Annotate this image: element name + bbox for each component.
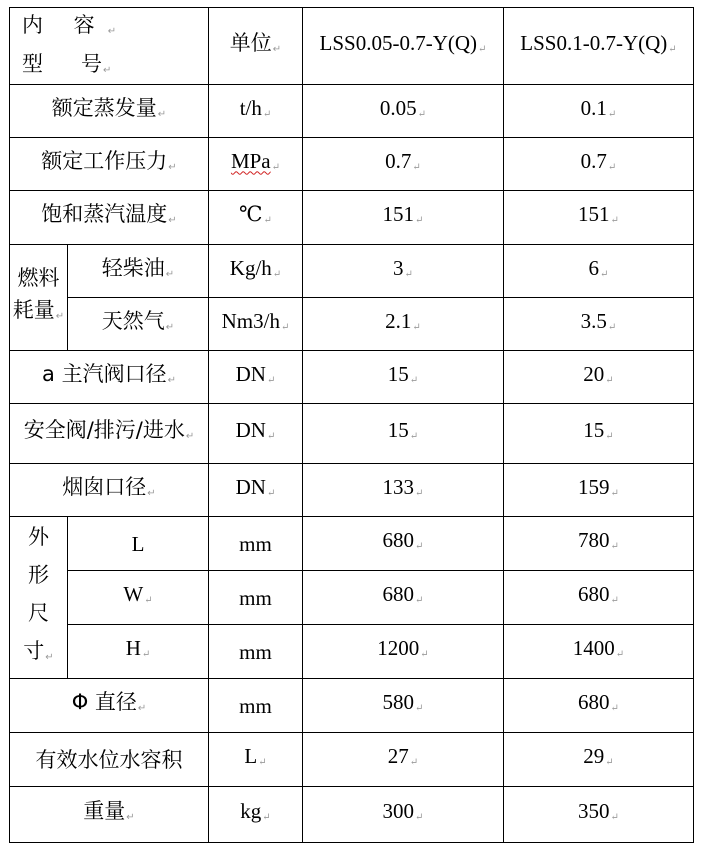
row-value-model1: 0.7↵ bbox=[303, 138, 504, 191]
row-value-model2: 151↵ bbox=[504, 191, 694, 245]
row-label: 安全阀/排污/进水↵ bbox=[10, 404, 209, 464]
row-value-model2: 0.7↵ bbox=[504, 138, 694, 191]
row-label: 天然气↵ bbox=[68, 298, 209, 351]
row-value-model2: 350↵ bbox=[504, 787, 694, 843]
row-label: 轻柴油↵ bbox=[68, 245, 209, 298]
row-label: Φ 直径↵ bbox=[10, 679, 209, 733]
header-unit-cell: 单位↵ bbox=[209, 8, 303, 85]
dims-group-label: 外 形 尺 寸↵ bbox=[10, 517, 68, 679]
row-unit: mm bbox=[209, 625, 303, 679]
table-row bbox=[10, 351, 694, 404]
table-row bbox=[10, 138, 694, 191]
row-unit: mm bbox=[209, 517, 303, 571]
header-unit-label: 单位 bbox=[229, 30, 272, 55]
header-model-label-b: 号 bbox=[81, 52, 102, 76]
table-row bbox=[10, 679, 694, 733]
row-value-model1: 0.05↵ bbox=[303, 85, 504, 138]
table-row bbox=[10, 245, 694, 298]
row-value-model2: 680↵ bbox=[504, 679, 694, 733]
row-unit: DN↵ bbox=[209, 404, 303, 464]
row-value-model2: 6↵ bbox=[504, 245, 694, 298]
row-value-model1: 680↵ bbox=[303, 571, 504, 625]
header-model2: LSS0.1-0.7-Y(Q) bbox=[520, 30, 668, 55]
row-value-model2: 159↵ bbox=[504, 464, 694, 517]
table-row bbox=[10, 191, 694, 245]
row-label: 重量↵ bbox=[10, 787, 209, 843]
row-value-model2: 1400↵ bbox=[504, 625, 694, 679]
row-value-model2: 3.5↵ bbox=[504, 298, 694, 351]
row-unit: L↵ bbox=[209, 733, 303, 787]
row-label: 烟囱口径↵ bbox=[10, 464, 209, 517]
row-value-model1: 3↵ bbox=[303, 245, 504, 298]
table-row bbox=[10, 464, 694, 517]
table-row bbox=[10, 733, 694, 787]
row-label: H↵ bbox=[68, 625, 209, 679]
row-value-model2: 20↵ bbox=[504, 351, 694, 404]
row-unit: mm bbox=[209, 679, 303, 733]
row-label: 饱和蒸汽温度↵ bbox=[10, 191, 209, 245]
row-value-model2: 29↵ bbox=[504, 733, 694, 787]
table-row bbox=[10, 298, 694, 351]
row-value-model2: 0.1↵ bbox=[504, 85, 694, 138]
row-label: 额定蒸发量↵ bbox=[10, 85, 209, 138]
row-value-model1: 580↵ bbox=[303, 679, 504, 733]
header-content-label: 内 容 bbox=[22, 13, 107, 37]
row-value-model2: 780↵ bbox=[504, 517, 694, 571]
row-value-model1: 15↵ bbox=[303, 351, 504, 404]
table-row bbox=[10, 787, 694, 843]
row-value-model1: 2.1↵ bbox=[303, 298, 504, 351]
row-value-model1: 680↵ bbox=[303, 517, 504, 571]
row-value-model2: 15↵ bbox=[504, 404, 694, 464]
table-row bbox=[10, 404, 694, 464]
row-label: 额定工作压力↵ bbox=[10, 138, 209, 191]
table-row bbox=[10, 625, 694, 679]
row-unit: kg↵ bbox=[209, 787, 303, 843]
row-unit: DN↵ bbox=[209, 351, 303, 404]
header-content-model-cell: 内 容↵ 型 号↵ bbox=[10, 8, 209, 85]
row-value-model1: 1200↵ bbox=[303, 625, 504, 679]
row-label: a 主汽阀口径↵ bbox=[10, 351, 209, 404]
row-label: 有效水位水容积 bbox=[10, 733, 209, 787]
table-row bbox=[10, 571, 694, 625]
table-row bbox=[10, 85, 694, 138]
table-row bbox=[10, 517, 694, 571]
row-value-model1: 15↵ bbox=[303, 404, 504, 464]
header-model2-cell: LSS0.1-0.7-Y(Q)↵ bbox=[504, 8, 694, 85]
row-unit: Kg/h↵ bbox=[209, 245, 303, 298]
row-value-model1: 27↵ bbox=[303, 733, 504, 787]
row-unit: MPa↵ bbox=[209, 138, 303, 191]
header-model1: LSS0.05-0.7-Y(Q) bbox=[319, 30, 478, 55]
row-value-model1: 300↵ bbox=[303, 787, 504, 843]
row-label: W↵ bbox=[68, 571, 209, 625]
row-unit: mm bbox=[209, 571, 303, 625]
header-row bbox=[10, 8, 694, 85]
row-unit: t/h↵ bbox=[209, 85, 303, 138]
row-value-model1: 151↵ bbox=[303, 191, 504, 245]
row-unit: ℃↵ bbox=[209, 191, 303, 245]
row-value-model2: 680↵ bbox=[504, 571, 694, 625]
row-unit: Nm3/h↵ bbox=[209, 298, 303, 351]
row-unit: DN↵ bbox=[209, 464, 303, 517]
fuel-group-label: 燃料 耗量↵ bbox=[10, 245, 68, 351]
row-value-model1: 133↵ bbox=[303, 464, 504, 517]
spec-table bbox=[9, 7, 694, 843]
row-label: L bbox=[68, 517, 209, 571]
header-model-label-a: 型 bbox=[22, 52, 43, 76]
header-model1-cell: LSS0.05-0.7-Y(Q)↵ bbox=[303, 8, 504, 85]
